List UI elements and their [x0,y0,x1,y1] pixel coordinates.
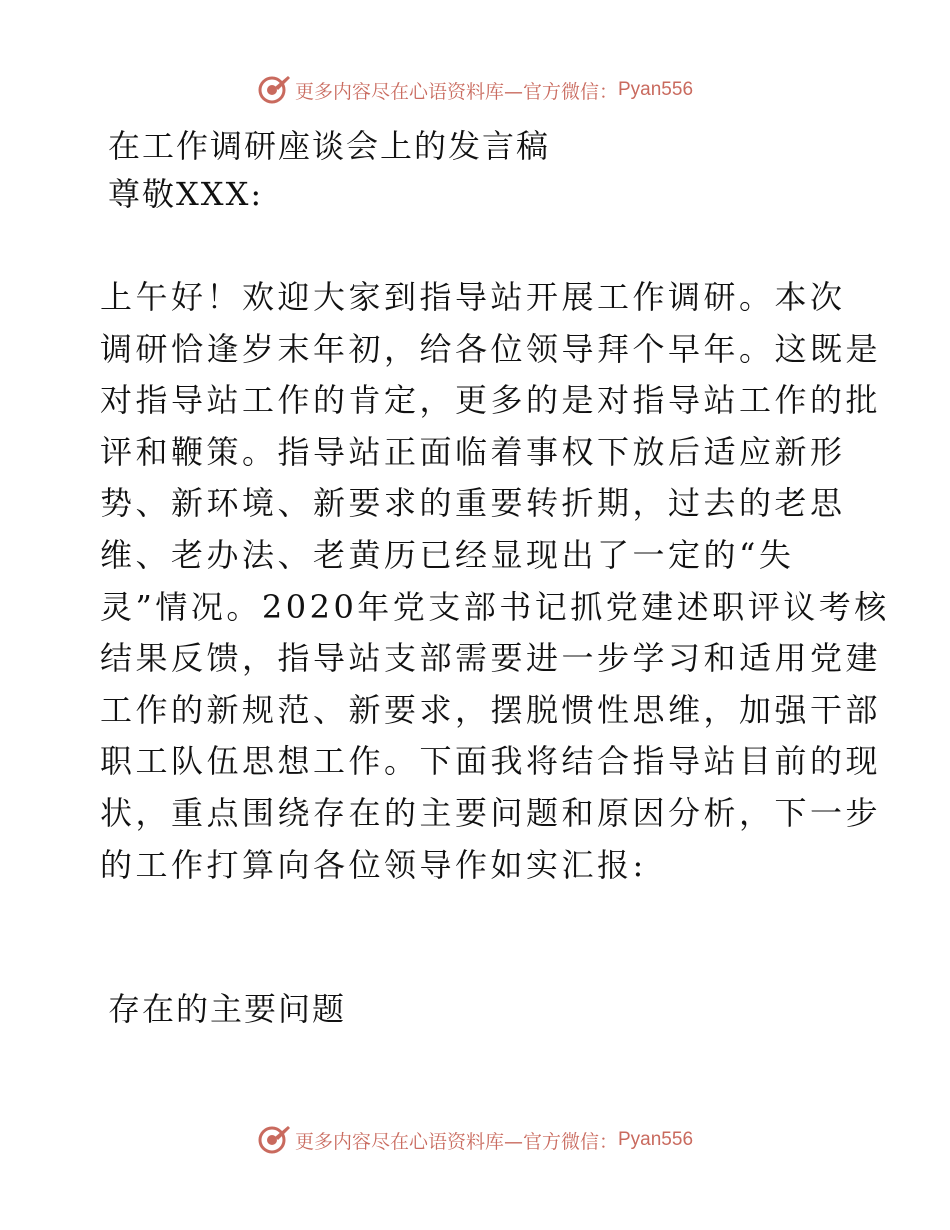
pen-logo-icon [257,1123,291,1157]
pen-logo-icon [257,73,291,107]
body-line: 调研恰逢岁末年初，给各位领导拜个早年。这既是 [100,329,882,368]
footer-watermark [0,1120,950,1160]
body-line: 职工队伍思想工作。下面我将结合指导站目前的现 [100,742,882,781]
body-paragraph [100,272,890,891]
body-line: 维、老办法、老黄历已经显现出了一定的“失 [100,535,795,574]
body-line: 的工作打算向各位领导作如实汇报: [100,845,647,884]
watermark-wechat-id: Pyan556 [618,79,694,100]
body-line: 灵”情况。2020年党支部书记抓党建述职评议考核 [100,587,890,626]
body-line: 状，重点围绕存在的主要问题和原因分析，下一步 [100,793,882,832]
body-line: 上午好！欢迎大家到指导站开展工作调研。本次 [100,278,846,316]
document-title: 在工作调研座谈会上的发言稿 [108,127,551,165]
section-heading: 存在的主要问题 [108,990,347,1028]
body-line: 对指导站工作的肯定，更多的是对指导站工作的批 [100,381,882,420]
watermark-wechat-id: Pyan556 [618,1129,694,1150]
body-line: 评和鞭策。指导站正面临着事权下放后适应新形 [100,432,846,471]
watermark-text: 更多内容尽在心语资料库—官方微信： [294,80,618,103]
watermark-text: 更多内容尽在心语资料库—官方微信： [294,1130,618,1153]
salutation: 尊敬XXX: [108,175,264,213]
body-line: 势、新环境、新要求的重要转折期，过去的老思 [100,484,846,523]
body-line: 结果反馈，指导站支部需要进一步学习和适用党建 [100,639,882,678]
body-line: 工作的新规范、新要求，摆脱惯性思维，加强干部 [100,690,882,729]
header-watermark [0,70,950,110]
